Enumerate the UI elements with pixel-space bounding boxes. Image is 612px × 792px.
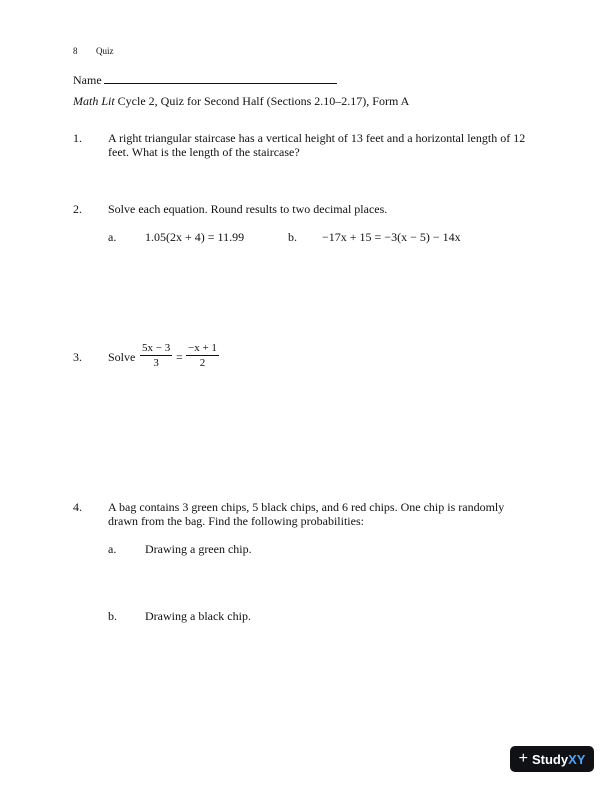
question-3-fraction-left xyxy=(140,342,172,369)
name-label: Name xyxy=(73,73,102,87)
question-2b-equation: −17x + 15 = −3(x − 5) − 14x xyxy=(322,230,461,244)
name-field xyxy=(73,72,337,88)
page-number: 8 xyxy=(73,46,78,56)
question-3-fraction-right xyxy=(186,342,219,369)
question-1-text: A right triangular staircase has a vertical height of 13 feet and a horizontal length of 12 feet. What is the length of the staircase? xyxy=(108,131,526,159)
name-blank-line xyxy=(104,72,337,84)
fraction-right-denominator: 2 xyxy=(199,357,206,369)
question-4b-label: b. xyxy=(108,609,117,623)
title-italic: Math Lit xyxy=(73,94,115,108)
header-label: Quiz xyxy=(96,46,114,56)
fraction-left-denominator: 3 xyxy=(153,357,159,369)
fraction-left-numerator: 5x − 3 xyxy=(142,342,171,354)
studyxy-logo[interactable] xyxy=(510,746,594,772)
plus-icon: + xyxy=(518,750,528,767)
question-4-text: A bag contains 3 green chips, 5 black chips, and 6 red chips. One chip is randomly drawn from the bag. Find the following probabilities: xyxy=(108,500,505,528)
logo-text-white: Study xyxy=(531,751,569,767)
question-3-equals: = xyxy=(176,350,183,364)
title-rest: Cycle 2, Quiz for Second Half (Sections 2.10–2.17), Form A xyxy=(114,94,410,108)
question-4a-label: a. xyxy=(108,542,117,556)
fraction-right-numerator: −x + 1 xyxy=(188,342,217,354)
question-3-text: Solve xyxy=(108,350,136,364)
question-2-text: Solve each equation. Round results to two decimal places. xyxy=(108,202,388,216)
question-2a-label: a. xyxy=(108,230,117,244)
question-3-number: 3. xyxy=(73,350,82,364)
quiz-title xyxy=(73,94,409,109)
question-4a-text: Drawing a green chip. xyxy=(145,542,252,556)
question-4b-text: Drawing a black chip. xyxy=(145,609,251,623)
question-4-number: 4. xyxy=(73,500,82,514)
question-2a-equation: 1.05(2x + 4) = 11.99 xyxy=(145,230,245,244)
question-2b-label: b. xyxy=(288,230,297,244)
logo-text-blue: XY xyxy=(568,751,586,767)
question-1-number: 1. xyxy=(73,131,82,145)
question-2-number: 2. xyxy=(73,202,82,216)
